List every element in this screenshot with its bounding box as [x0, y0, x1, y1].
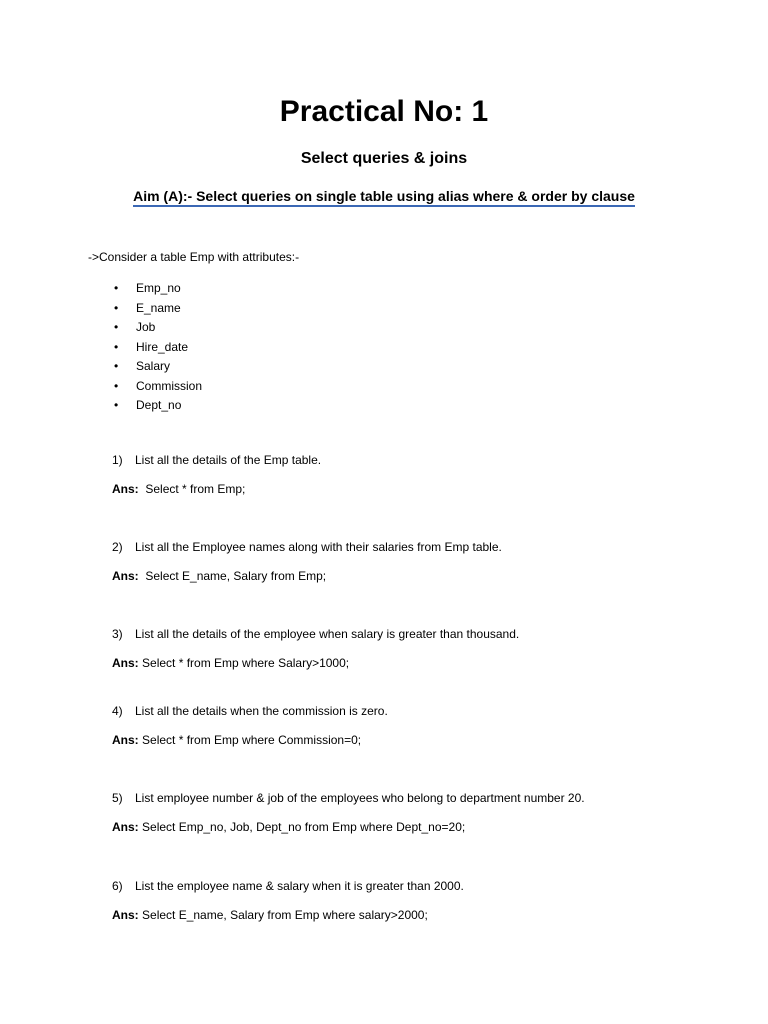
- list-item: • Dept_no: [112, 396, 202, 416]
- answer-label: Ans:: [112, 656, 139, 670]
- answer-5: [112, 820, 465, 834]
- question-number: 1): [112, 453, 123, 467]
- aim-text: Aim (A):- Select queries on single table using alias where & order by clause: [133, 188, 635, 207]
- answer-1: [112, 482, 245, 496]
- answer-6: [112, 908, 428, 922]
- bullet-icon: •: [114, 378, 119, 393]
- page-subtitle: Select queries & joins: [300, 150, 468, 167]
- question-text: List the employee name & salary when it is greater than 2000.: [135, 879, 464, 893]
- question-text: List all the details of the Emp table.: [135, 453, 322, 467]
- answer-label: Ans:: [112, 820, 139, 834]
- answer-4: [112, 733, 361, 747]
- bullet-icon: •: [114, 359, 119, 373]
- question-number: 4): [112, 704, 123, 718]
- aim-heading: [0, 188, 768, 207]
- bullet-icon: •: [114, 281, 119, 295]
- question-1: [112, 453, 321, 467]
- question-number: 3): [112, 627, 123, 641]
- answer-text: Select E_name, Salary from Emp;: [145, 569, 327, 583]
- question-number: 5): [112, 791, 123, 805]
- question-text: List all the details when the commission is zero.: [135, 704, 388, 718]
- question-4: [112, 704, 388, 718]
- question-number: 6): [112, 879, 123, 893]
- answer-text: Select * from Emp where Commission=0;: [142, 733, 362, 747]
- question-text: List employee number & job of the employees who belong to department number 20.: [135, 791, 585, 805]
- question-5: [112, 791, 585, 805]
- question-text: List all the Employee names along with their salaries from Emp table.: [135, 540, 502, 554]
- list-item: • Job: [112, 318, 202, 338]
- list-item: • Salary: [112, 357, 202, 377]
- bullet-icon: •: [114, 300, 119, 315]
- list-item: • E_name: [112, 299, 202, 319]
- answer-text: Select Emp_no, Job, Dept_no from Emp where Dept_no=20;: [142, 820, 466, 834]
- question-text: List all the details of the employee when salary is greater than thousand.: [135, 627, 520, 641]
- attribute-list: [112, 279, 202, 416]
- answer-label: Ans:: [112, 569, 139, 583]
- list-item: • Hire_date: [112, 338, 202, 358]
- answer-3: [112, 656, 349, 670]
- answer-2: [112, 569, 326, 583]
- question-number: 2): [112, 540, 123, 554]
- answer-label: Ans:: [112, 908, 139, 922]
- answer-text: Select E_name, Salary from Emp where salary>2000;: [142, 908, 428, 922]
- intro-text: ->Consider a table Emp with attributes:-: [88, 250, 300, 264]
- question-3: [112, 627, 519, 641]
- list-item: • Emp_no: [112, 279, 202, 299]
- bullet-icon: •: [114, 320, 119, 334]
- question-2: [112, 540, 502, 554]
- bullet-icon: •: [114, 398, 119, 412]
- answer-label: Ans:: [112, 733, 139, 747]
- question-6: [112, 879, 464, 893]
- answer-text: Select * from Emp where Salary>1000;: [142, 656, 350, 670]
- bullet-icon: •: [114, 339, 119, 354]
- answer-label: Ans:: [112, 482, 139, 496]
- page-title: Practical No: 1: [279, 95, 489, 128]
- list-item: • Commission: [112, 377, 202, 397]
- answer-text: Select * from Emp;: [145, 482, 246, 496]
